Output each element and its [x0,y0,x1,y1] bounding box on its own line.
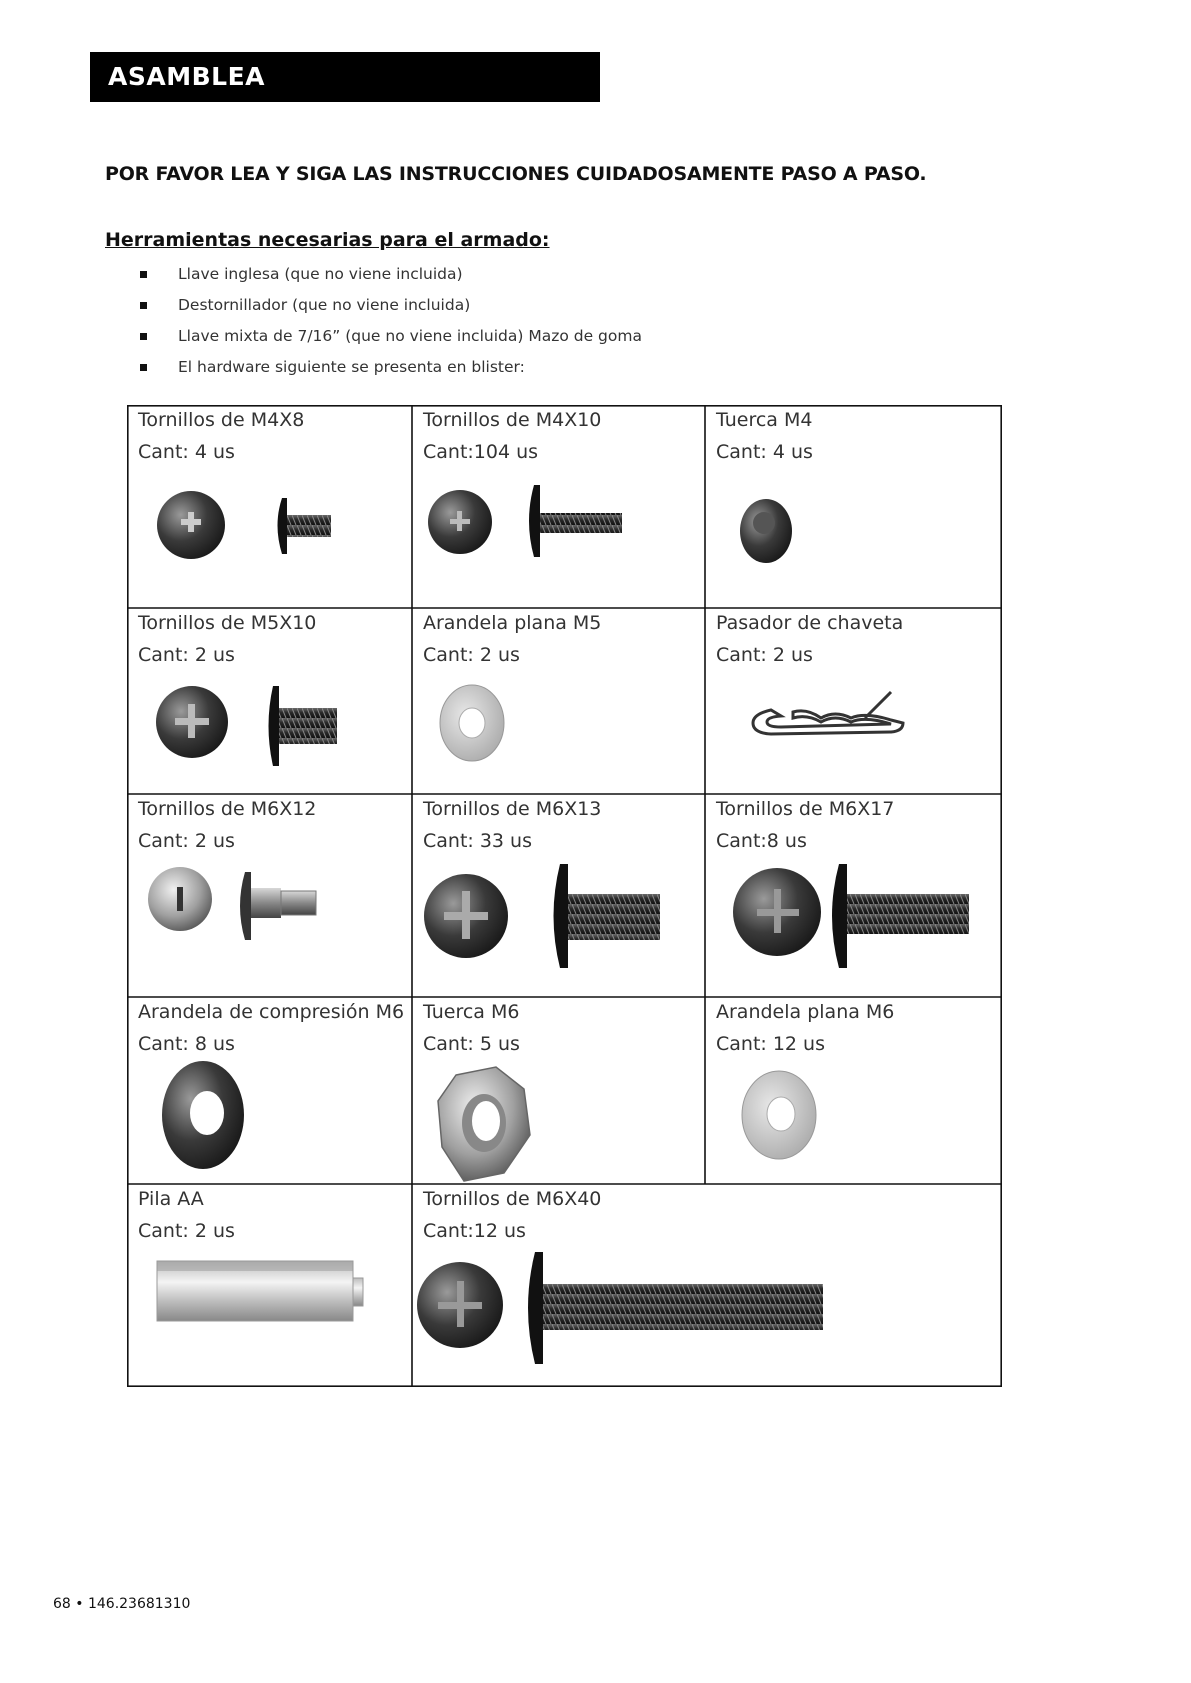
aa-battery-icon [127,1184,412,1387]
screw-icon [127,608,412,794]
hardware-cell [127,608,412,794]
list-item [140,290,642,321]
part-name: Pila AA [138,1188,204,1210]
part-name: Tuerca M4 [716,409,813,431]
part-qty: Cant: 4 us [716,441,813,463]
hardware-cell [412,405,705,608]
part-qty: Cant: 4 us [138,441,235,463]
part-name: Arandela de compresión M6 [138,1001,405,1023]
bullet-icon [140,302,147,309]
hardware-cell [705,608,1002,794]
hardware-cell [127,997,412,1184]
part-qty: Cant: 12 us [716,1033,825,1055]
bullet-icon [140,271,147,278]
tools-list [140,259,642,383]
part-qty: Cant: 2 us [716,644,813,666]
tools-heading: Herramientas necesarias para el armado: [105,229,550,251]
part-name: Pasador de chaveta [716,612,904,634]
part-qty: Cant:12 us [423,1220,526,1242]
part-name: Tornillos de M6X13 [423,798,602,820]
list-item [140,259,642,290]
part-qty: Cant: 2 us [138,830,235,852]
part-qty: Cant: 2 us [138,1220,235,1242]
lock-nut-icon [705,405,1002,608]
part-name: Tornillos de M4X8 [138,409,305,431]
hardware-cell [127,405,412,608]
hardware-cell [705,405,1002,608]
bullet-icon [140,333,147,340]
screw-icon [127,405,412,608]
hardware-cell [127,794,412,997]
part-qty: Cant:8 us [716,830,807,852]
tool-text: Llave mixta de 7/16” (que no viene incluida) Mazo de goma [178,327,642,345]
tool-text: Destornillador (que no viene incluida) [178,296,471,314]
shoulder-bolt-icon [127,794,412,997]
hardware-cell [412,794,705,997]
part-qty: Cant: 33 us [423,830,532,852]
hardware-cell [412,608,705,794]
part-name: Tornillos de M6X12 [138,798,317,820]
section-title: ASAMBLEA [108,62,265,91]
part-name: Tuerca M6 [423,1001,520,1023]
bullet-icon [140,364,147,371]
flat-washer-icon [412,608,705,794]
part-qty: Cant: 2 us [138,644,235,666]
part-name: Arandela plana M6 [716,1001,895,1023]
tool-text: Llave inglesa (que no viene incluida) [178,265,463,283]
part-name: Tornillos de M6X17 [716,798,895,820]
instruction-heading: POR FAVOR LEA Y SIGA LAS INSTRUCCIONES CUIDADOSAMENTE PASO A PASO. [105,163,927,185]
list-item [140,352,642,383]
screw-icon [412,405,705,608]
hardware-cell [412,997,705,1184]
tool-text: El hardware siguiente se presenta en blister: [178,358,525,376]
hardware-cell [705,794,1002,997]
hardware-cell [412,1184,1002,1387]
part-qty: Cant:104 us [423,441,539,463]
part-qty: Cant: 8 us [138,1033,235,1055]
hardware-table [127,405,1002,1387]
part-qty: Cant: 2 us [423,644,520,666]
page-footer: 68 • 146.23681310 [53,1596,191,1612]
part-name: Tornillos de M4X10 [423,409,602,431]
flat-washer-icon [705,997,1002,1184]
hex-nut-icon [412,997,705,1184]
part-name: Arandela plana M5 [423,612,602,634]
part-name: Tornillos de M6X40 [423,1188,602,1210]
list-item [140,321,642,352]
screw-icon [412,1184,1002,1387]
screw-icon [412,794,705,997]
hardware-cell [705,997,1002,1184]
screw-icon [705,794,1002,997]
part-qty: Cant: 5 us [423,1033,520,1055]
lock-washer-icon [127,997,412,1184]
hairpin-cotter-pin-icon [705,608,1002,794]
hardware-cell [127,1184,412,1387]
part-name: Tornillos de M5X10 [138,612,317,634]
section-header-bar [90,52,600,102]
